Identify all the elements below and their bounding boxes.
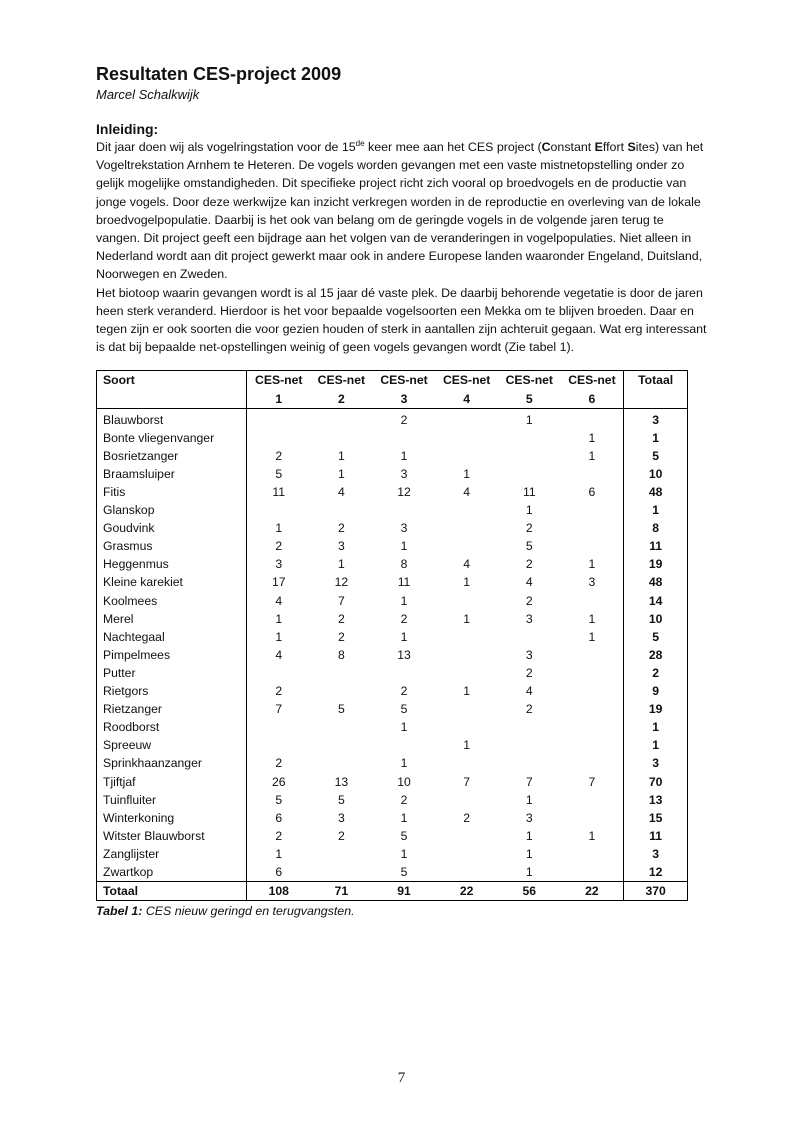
net-count-2	[310, 718, 373, 736]
net-count-3	[373, 501, 436, 519]
table-row	[97, 700, 688, 718]
biotope-paragraph: Het biotoop waarin gevangen wordt is al 15 jaar dé vaste plek. De daarbij behorende vegetatie is door de jaren heen sterk veranderd. Hierdoor is het voor bepaalde vogelsoorten een Mekka om te blijven broeden. Daar en tegen zijn er ook soorten die voor gezien houden of sterk in aantallen zijn achteruit gegaan. Wat erg interessant is dat bij bepaalde net-opstellingen weinig of geen vogels gevangen wordt (Zie tabel 1).	[96, 285, 707, 355]
net-count-3: 13	[397, 647, 411, 662]
net-count-4	[435, 408, 498, 429]
net-count-2	[310, 664, 373, 682]
net-count-2: 1	[337, 466, 345, 481]
table-row	[97, 682, 688, 700]
table-row	[97, 664, 688, 682]
net-count-5	[498, 465, 561, 483]
net-count-1: 3	[275, 557, 283, 572]
net-count-3: 8	[400, 557, 408, 572]
net-count-4	[435, 592, 498, 610]
species-name: Rietzanger	[97, 700, 247, 718]
intro-text-rest: ites) van het Vogeltrekstation Arnhem te Heteren. De vogels worden gevangen met een vaste mistnetopstelling onder zo gelijk mogelijke omstandigheden. Dit specifieke project richt zich vooral op broedvogels en de productie van jonge vogels. Door deze werkwijze kan inzicht verkregen worden in de reproductie en overleving van de lokale broedvogelpopulatie. Daarbij is het ook van belang om de geringde vogels in de volgende jaren terug te vangen. Dit project geeft een bijdrage aan het volgen van de veranderingen in vogelpopulaties. Niet alleen in Nederland wordt aan dit project gewerkt maar ook in andere Europese landen waaronder Engeland, Duitsland, Noorwegen en Zweden.	[96, 140, 704, 282]
net-count-2: 13	[334, 774, 349, 789]
species-name: Merel	[97, 610, 247, 628]
net-count-3: 1	[400, 846, 408, 861]
table-row	[97, 465, 688, 483]
intro-text-start: Dit jaar doen wij als vogelringstation voor de 15	[96, 140, 356, 154]
net-count-2: 1	[337, 448, 345, 463]
net-count-2: 7	[337, 593, 345, 608]
net-count-5: 2	[525, 557, 533, 572]
species-name: Sprinkhaanzanger	[97, 754, 247, 772]
footer-net-3: 91	[373, 882, 436, 901]
net-count-5	[498, 754, 561, 772]
caption-label: Tabel 1:	[96, 904, 143, 919]
net-count-6	[561, 845, 624, 863]
net-count-4: 1	[463, 611, 471, 626]
table-row	[97, 845, 688, 863]
net-count-4	[435, 447, 498, 465]
table-row	[97, 555, 688, 573]
net-count-5: 1	[525, 828, 533, 843]
net-count-3: 5	[400, 864, 408, 879]
species-total: 1	[624, 736, 688, 754]
species-total: 13	[624, 791, 688, 809]
net-count-4	[435, 501, 498, 519]
net-count-1: 1	[275, 846, 283, 861]
header-ces-net-2: CES-net 2	[310, 371, 373, 408]
net-count-6	[561, 465, 624, 483]
net-count-1: 2	[275, 448, 283, 463]
net-count-2	[310, 863, 373, 882]
net-count-5: 4	[525, 575, 533, 590]
net-count-5	[498, 736, 561, 754]
net-count-3: 1	[400, 593, 408, 608]
net-count-4	[435, 628, 498, 646]
net-count-4	[435, 537, 498, 555]
net-count-6	[561, 700, 624, 718]
net-count-1: 2	[275, 684, 283, 699]
species-total: 3	[624, 845, 688, 863]
net-count-6	[561, 736, 624, 754]
table-row	[97, 592, 688, 610]
species-total: 70	[624, 773, 688, 791]
header-ces-net-6: CES-net 6	[561, 371, 624, 408]
intro-text-mid: keer mee aan het CES project (	[364, 140, 542, 154]
species-total: 48	[624, 483, 688, 501]
net-count-6: 1	[588, 557, 596, 572]
table-row	[97, 646, 688, 664]
header-soort: Soort	[97, 371, 247, 408]
net-count-2: 8	[337, 647, 345, 662]
table-row	[97, 429, 688, 447]
table-row	[97, 809, 688, 827]
net-count-5: 11	[522, 485, 536, 499]
table-footer-row	[97, 882, 688, 901]
net-count-4: 1	[463, 738, 471, 753]
net-count-5	[498, 429, 561, 447]
net-count-1: 7	[275, 702, 283, 717]
net-count-5: 1	[525, 792, 533, 807]
table-row	[97, 573, 688, 591]
footer-net-5: 56	[498, 882, 561, 901]
net-count-6	[561, 408, 624, 429]
header-totaal: Totaal	[624, 371, 688, 408]
net-count-5: 3	[525, 810, 533, 825]
net-count-1: 1	[275, 629, 283, 644]
net-count-2: 3	[337, 539, 345, 554]
net-count-5: 4	[525, 684, 533, 699]
net-count-5: 1	[525, 412, 533, 427]
footer-net-1: 108	[247, 882, 310, 901]
species-name: Winterkoning	[97, 809, 247, 827]
species-name: Tuinfluiter	[97, 791, 247, 809]
net-count-4	[435, 646, 498, 664]
net-count-1: 11	[272, 485, 286, 499]
net-count-5: 1	[525, 864, 533, 879]
net-count-4	[435, 700, 498, 718]
species-total: 19	[624, 555, 688, 573]
species-name: Tjiftjaf	[97, 773, 247, 791]
net-count-2: 2	[337, 521, 345, 536]
species-total: 1	[624, 501, 688, 519]
document-title: Resultaten CES-project 2009	[96, 64, 342, 84]
net-count-5: 2	[525, 665, 533, 680]
net-count-6	[561, 646, 624, 664]
net-count-6: 1	[588, 828, 596, 843]
footer-net-6: 22	[561, 882, 624, 901]
net-count-3: 1	[400, 720, 408, 735]
net-count-6	[561, 791, 624, 809]
net-count-4: 1	[463, 575, 471, 590]
footer-label: Totaal	[97, 882, 247, 901]
net-count-4	[435, 845, 498, 863]
author-name: Marcel Schalkwijk	[96, 87, 200, 102]
net-count-2: 5	[337, 792, 345, 807]
net-count-3: 11	[397, 575, 411, 590]
table-header-row	[97, 371, 688, 408]
net-count-5: 5	[525, 539, 533, 554]
species-name: Rietgors	[97, 682, 247, 700]
net-count-4	[435, 664, 498, 682]
net-count-3: 2	[400, 412, 408, 427]
net-count-4	[435, 863, 498, 882]
table-row	[97, 519, 688, 537]
net-count-2	[310, 682, 373, 700]
species-name: Zanglijster	[97, 845, 247, 863]
intro-paragraph	[96, 138, 708, 284]
species-name: Nachtegaal	[97, 628, 247, 646]
net-count-3: 5	[400, 702, 408, 717]
species-name: Spreeuw	[97, 736, 247, 754]
net-count-2: 4	[337, 485, 345, 499]
species-total: 5	[624, 628, 688, 646]
net-count-1: 6	[275, 810, 283, 825]
net-count-6: 1	[588, 448, 596, 463]
table-row	[97, 628, 688, 646]
footer-net-4: 22	[435, 882, 498, 901]
species-name: Bosrietzanger	[97, 447, 247, 465]
header-ces-net-3: CES-net 3	[373, 371, 436, 408]
species-name: Braamsluiper	[97, 465, 247, 483]
net-count-6	[561, 519, 624, 537]
net-count-3	[373, 429, 436, 447]
net-count-2: 2	[337, 629, 345, 644]
net-count-1: 1	[275, 521, 283, 536]
table-row	[97, 773, 688, 791]
net-count-3: 3	[400, 466, 408, 481]
net-count-4: 1	[463, 684, 471, 699]
species-name: Roodborst	[97, 718, 247, 736]
species-total: 12	[624, 863, 688, 882]
table-row	[97, 827, 688, 845]
table-row	[97, 537, 688, 555]
net-count-6	[561, 718, 624, 736]
net-count-5	[498, 628, 561, 646]
net-count-6: 6	[588, 485, 596, 499]
net-count-1: 5	[275, 466, 283, 481]
net-count-2: 2	[337, 828, 345, 843]
species-total: 28	[624, 646, 688, 664]
species-name: Grasmus	[97, 537, 247, 555]
net-count-6: 1	[588, 430, 596, 445]
table-row	[97, 408, 688, 429]
net-count-1	[247, 664, 310, 682]
net-count-1: 4	[275, 647, 283, 662]
net-count-6: 1	[588, 611, 596, 626]
table-caption	[96, 903, 708, 920]
table-row	[97, 447, 688, 465]
net-count-3: 2	[400, 684, 408, 699]
net-count-6	[561, 592, 624, 610]
net-count-5: 2	[525, 702, 533, 717]
net-count-2: 3	[337, 810, 345, 825]
net-count-6: 7	[588, 774, 596, 789]
net-count-2	[310, 845, 373, 863]
table-row	[97, 736, 688, 754]
net-count-1: 17	[271, 575, 286, 590]
header-ces-net-4: CES-net 4	[435, 371, 498, 408]
net-count-1	[247, 429, 310, 447]
table-body	[97, 408, 688, 881]
net-count-5: 7	[525, 774, 533, 789]
footer-totaal: 370	[624, 882, 688, 901]
species-name: Koolmees	[97, 592, 247, 610]
net-count-1: 2	[275, 828, 283, 843]
species-total: 1	[624, 718, 688, 736]
net-count-1	[247, 736, 310, 754]
table-row	[97, 718, 688, 736]
net-count-6	[561, 682, 624, 700]
net-count-3: 5	[400, 828, 408, 843]
net-count-3: 10	[397, 774, 411, 789]
table-row	[97, 610, 688, 628]
net-count-1: 6	[275, 864, 283, 879]
net-count-1: 2	[275, 756, 283, 771]
net-count-3: 1	[400, 756, 408, 771]
net-count-4: 4	[463, 557, 471, 572]
net-count-2: 1	[337, 557, 345, 572]
species-total: 19	[624, 700, 688, 718]
ces-results-table	[96, 370, 688, 901]
species-name: Blauwborst	[97, 408, 247, 429]
species-total: 8	[624, 519, 688, 537]
species-total: 9	[624, 682, 688, 700]
net-count-1: 4	[275, 593, 283, 608]
net-count-3: 3	[400, 521, 408, 536]
species-name: Witster Blauwborst	[97, 827, 247, 845]
net-count-4: 4	[463, 485, 471, 499]
species-name: Kleine karekiet	[97, 573, 247, 591]
species-name: Putter	[97, 664, 247, 682]
net-count-5: 2	[525, 593, 533, 608]
net-count-5: 3	[525, 647, 533, 662]
header-ces-net-5: CES-net 5	[498, 371, 561, 408]
net-count-4	[435, 429, 498, 447]
acronym-letter-s: S	[627, 140, 636, 154]
net-count-1: 26	[271, 774, 286, 789]
net-count-3: 1	[400, 539, 408, 554]
net-count-2	[310, 501, 373, 519]
net-count-6	[561, 754, 624, 772]
net-count-4: 1	[463, 466, 471, 481]
table-row	[97, 754, 688, 772]
net-count-6	[561, 537, 624, 555]
net-count-3: 1	[400, 629, 408, 644]
net-count-5: 1	[525, 846, 533, 861]
net-count-6	[561, 501, 624, 519]
species-total: 10	[624, 610, 688, 628]
net-count-1	[247, 501, 310, 519]
net-count-2	[310, 736, 373, 754]
net-count-5: 1	[525, 503, 533, 518]
net-count-3: 1	[400, 448, 408, 463]
net-count-6: 3	[588, 575, 596, 590]
species-name: Goudvink	[97, 519, 247, 537]
net-count-4	[435, 791, 498, 809]
net-count-1	[247, 718, 310, 736]
net-count-1	[247, 408, 310, 429]
species-total: 48	[624, 573, 688, 591]
species-total: 15	[624, 809, 688, 827]
table-row	[97, 863, 688, 882]
acronym-word-constant: onstant	[550, 140, 595, 154]
net-count-4: 2	[463, 810, 471, 825]
net-count-2	[310, 429, 373, 447]
net-count-1: 2	[275, 539, 283, 554]
net-count-6	[561, 863, 624, 882]
net-count-2	[310, 408, 373, 429]
net-count-4	[435, 519, 498, 537]
acronym-word-effort: ffort	[602, 140, 628, 154]
species-total: 5	[624, 447, 688, 465]
net-count-3: 2	[400, 611, 408, 626]
acronym-letter-c: C	[541, 140, 551, 154]
footer-net-2: 71	[310, 882, 373, 901]
species-total: 14	[624, 592, 688, 610]
net-count-3: 12	[397, 485, 411, 499]
net-count-1: 5	[275, 792, 283, 807]
net-count-2: 12	[334, 575, 349, 590]
net-count-2: 2	[337, 611, 345, 626]
net-count-4: 7	[463, 774, 471, 789]
net-count-5: 3	[525, 611, 533, 626]
net-count-5	[498, 718, 561, 736]
net-count-1: 1	[275, 611, 283, 626]
species-name: Fitis	[97, 483, 247, 501]
species-name: Zwartkop	[97, 863, 247, 882]
table-row	[97, 791, 688, 809]
net-count-2: 5	[337, 702, 345, 717]
table-row	[97, 501, 688, 519]
intro-heading: Inleiding:	[96, 121, 159, 137]
net-count-3	[373, 736, 436, 754]
net-count-6	[561, 664, 624, 682]
net-count-6: 1	[588, 629, 596, 644]
table-row	[97, 483, 688, 501]
species-name: Glanskop	[97, 501, 247, 519]
species-total: 3	[624, 754, 688, 772]
species-total: 1	[624, 429, 688, 447]
net-count-5: 2	[525, 521, 533, 536]
net-count-4	[435, 754, 498, 772]
species-total: 11	[624, 827, 688, 845]
acronym-letter-e: E	[594, 140, 603, 154]
net-count-3: 1	[400, 810, 408, 825]
species-total: 2	[624, 664, 688, 682]
net-count-3: 2	[400, 792, 408, 807]
species-name: Bonte vliegenvanger	[97, 429, 247, 447]
caption-text: CES nieuw geringd en terugvangsten.	[142, 904, 355, 919]
net-count-3	[373, 664, 436, 682]
net-count-2	[310, 754, 373, 772]
header-ces-net-1: CES-net 1	[247, 371, 310, 408]
species-total: 3	[624, 408, 688, 429]
net-count-4	[435, 827, 498, 845]
net-count-6	[561, 809, 624, 827]
species-name: Heggenmus	[97, 555, 247, 573]
species-total: 11	[624, 537, 688, 555]
net-count-4	[435, 718, 498, 736]
net-count-5	[498, 447, 561, 465]
page-number: 7	[397, 1070, 406, 1086]
document-page	[96, 62, 708, 920]
species-total: 10	[624, 465, 688, 483]
species-name: Pimpelmees	[97, 646, 247, 664]
ordinal-suffix: de	[355, 138, 365, 148]
